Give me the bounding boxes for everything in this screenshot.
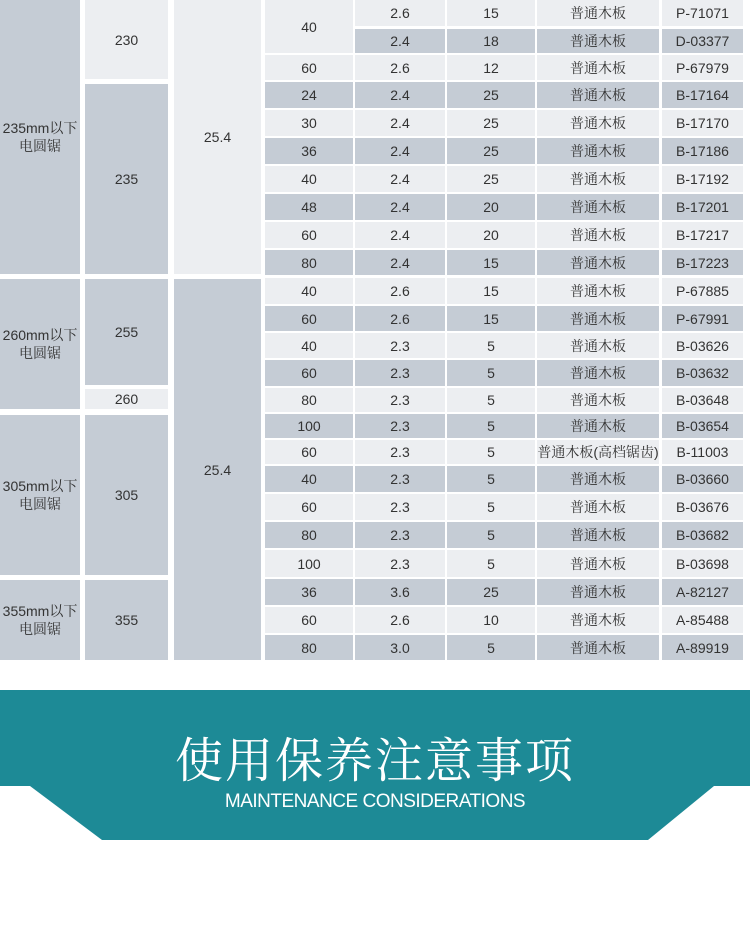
product-code-cell: D-03377	[662, 29, 743, 53]
quantity-cell: 12	[447, 55, 535, 80]
thickness-cell: 2.4	[355, 110, 445, 136]
material-cell: 普通木板	[537, 278, 659, 304]
teeth-cell: 80	[265, 250, 353, 275]
thickness-cell: 2.3	[355, 494, 445, 520]
thickness-cell: 2.3	[355, 522, 445, 548]
product-code-cell: B-17186	[662, 138, 743, 164]
material-cell: 普通木板	[537, 250, 659, 275]
product-code-cell: B-03660	[662, 466, 743, 492]
saw-type-cell: 260mm以下 电圆锯	[0, 279, 80, 409]
material-cell: 普通木板	[537, 166, 659, 192]
quantity-cell: 15	[447, 0, 535, 26]
product-code-cell: B-03682	[662, 522, 743, 548]
quantity-cell: 5	[447, 466, 535, 492]
thickness-cell: 2.3	[355, 440, 445, 464]
quantity-cell: 25	[447, 579, 535, 605]
quantity-cell: 18	[447, 29, 535, 53]
quantity-cell: 5	[447, 635, 535, 660]
quantity-cell: 20	[447, 222, 535, 248]
material-cell: 普通木板	[537, 360, 659, 386]
saw-type-cell: 355mm以下 电圆锯	[0, 580, 80, 660]
teeth-cell: 100	[265, 414, 353, 438]
quantity-cell: 25	[447, 82, 535, 108]
teeth-cell: 60	[265, 440, 353, 464]
teeth-cell: 40	[265, 466, 353, 492]
material-cell: 普通木板	[537, 29, 659, 53]
teeth-cell: 24	[265, 82, 353, 108]
product-code-cell: P-67885	[662, 278, 743, 304]
teeth-cell: 48	[265, 194, 353, 220]
quantity-cell: 5	[447, 333, 535, 358]
thickness-cell: 2.4	[355, 82, 445, 108]
material-cell: 普通木板	[537, 607, 659, 633]
quantity-cell: 25	[447, 138, 535, 164]
quantity-cell: 5	[447, 414, 535, 438]
bore-cell: 25.4	[174, 0, 261, 274]
product-code-cell: B-03654	[662, 414, 743, 438]
quantity-cell: 5	[447, 360, 535, 386]
product-code-cell: B-11003	[662, 440, 743, 464]
thickness-cell: 2.6	[355, 607, 445, 633]
teeth-cell: 60	[265, 360, 353, 386]
quantity-cell: 25	[447, 166, 535, 192]
product-code-cell: A-85488	[662, 607, 743, 633]
thickness-cell: 2.4	[355, 194, 445, 220]
diameter-cell: 305	[85, 415, 168, 575]
banner-subtitle: MAINTENANCE CONSIDERATIONS	[224, 791, 526, 812]
product-code-cell: B-17201	[662, 194, 743, 220]
quantity-cell: 5	[447, 494, 535, 520]
bore-cell: 25.4	[174, 279, 261, 660]
product-code-cell: B-03648	[662, 388, 743, 412]
material-cell: 普通木板	[537, 55, 659, 80]
quantity-cell: 15	[447, 278, 535, 304]
product-code-cell: P-67991	[662, 306, 743, 331]
thickness-cell: 2.6	[355, 306, 445, 331]
material-cell: 普通木板	[537, 579, 659, 605]
product-code-cell: B-03626	[662, 333, 743, 358]
thickness-cell: 3.0	[355, 635, 445, 660]
quantity-cell: 10	[447, 607, 535, 633]
product-code-cell: P-71071	[662, 0, 743, 26]
thickness-cell: 2.3	[355, 466, 445, 492]
teeth-cell: 60	[265, 494, 353, 520]
thickness-cell: 3.6	[355, 579, 445, 605]
material-cell: 普通木板	[537, 222, 659, 248]
product-code-cell: B-17217	[662, 222, 743, 248]
product-code-cell: B-03632	[662, 360, 743, 386]
teeth-cell: 60	[265, 222, 353, 248]
thickness-cell: 2.6	[355, 278, 445, 304]
product-code-cell: B-17223	[662, 250, 743, 275]
material-cell: 普通木板	[537, 522, 659, 548]
material-cell: 普通木板	[537, 194, 659, 220]
thickness-cell: 2.4	[355, 166, 445, 192]
teeth-cell: 60	[265, 607, 353, 633]
teeth-cell: 40	[265, 166, 353, 192]
material-cell: 普通木板	[537, 138, 659, 164]
product-code-cell: B-17164	[662, 82, 743, 108]
thickness-cell: 2.3	[355, 360, 445, 386]
thickness-cell: 2.3	[355, 333, 445, 358]
material-cell: 普通木板	[537, 466, 659, 492]
product-code-cell: A-89919	[662, 635, 743, 660]
teeth-cell: 36	[265, 138, 353, 164]
thickness-cell: 2.3	[355, 550, 445, 577]
material-cell: 普通木板	[537, 414, 659, 438]
teeth-cell: 40	[265, 333, 353, 358]
quantity-cell: 5	[447, 440, 535, 464]
material-cell: 普通木板	[537, 333, 659, 358]
product-code-cell: B-03676	[662, 494, 743, 520]
teeth-cell: 60	[265, 55, 353, 80]
material-cell: 普通木板	[537, 110, 659, 136]
material-cell: 普通木板	[537, 635, 659, 660]
quantity-cell: 20	[447, 194, 535, 220]
teeth-cell: 80	[265, 388, 353, 412]
diameter-cell: 230	[85, 0, 168, 79]
quantity-cell: 15	[447, 250, 535, 275]
diameter-cell: 355	[85, 580, 168, 660]
quantity-cell: 15	[447, 306, 535, 331]
material-cell: 普通木板	[537, 388, 659, 412]
thickness-cell: 2.6	[355, 55, 445, 80]
teeth-cell: 60	[265, 306, 353, 331]
teeth-cell: 40	[265, 0, 353, 53]
product-code-cell: A-82127	[662, 579, 743, 605]
thickness-cell: 2.4	[355, 138, 445, 164]
diameter-cell: 255	[85, 279, 168, 385]
thickness-cell: 2.4	[355, 222, 445, 248]
thickness-cell: 2.3	[355, 388, 445, 412]
material-cell: 普通木板	[537, 82, 659, 108]
material-cell: 普通木板	[537, 494, 659, 520]
banner-title: 使用保养注意事项	[174, 733, 575, 789]
material-cell: 普通木板	[537, 306, 659, 331]
product-code-cell: P-67979	[662, 55, 743, 80]
saw-type-cell: 305mm以下 电圆锯	[0, 415, 80, 575]
material-cell: 普通木板	[537, 550, 659, 577]
diameter-cell: 260	[85, 389, 168, 409]
product-code-cell: B-17170	[662, 110, 743, 136]
quantity-cell: 5	[447, 388, 535, 412]
quantity-cell: 5	[447, 550, 535, 577]
teeth-cell: 100	[265, 550, 353, 577]
quantity-cell: 5	[447, 522, 535, 548]
diameter-cell: 235	[85, 84, 168, 274]
teeth-cell: 30	[265, 110, 353, 136]
thickness-cell: 2.4	[355, 29, 445, 53]
material-cell: 普通木板	[537, 0, 659, 26]
thickness-cell: 2.4	[355, 250, 445, 275]
thickness-cell: 2.3	[355, 414, 445, 438]
quantity-cell: 25	[447, 110, 535, 136]
teeth-cell: 36	[265, 579, 353, 605]
teeth-cell: 40	[265, 278, 353, 304]
teeth-cell: 80	[265, 522, 353, 548]
material-cell: 普通木板(高档锯齿)	[537, 440, 659, 464]
product-code-cell: B-03698	[662, 550, 743, 577]
saw-type-cell: 235mm以下 电圆锯	[0, 0, 80, 274]
teeth-cell: 80	[265, 635, 353, 660]
product-code-cell: B-17192	[662, 166, 743, 192]
thickness-cell: 2.6	[355, 0, 445, 26]
